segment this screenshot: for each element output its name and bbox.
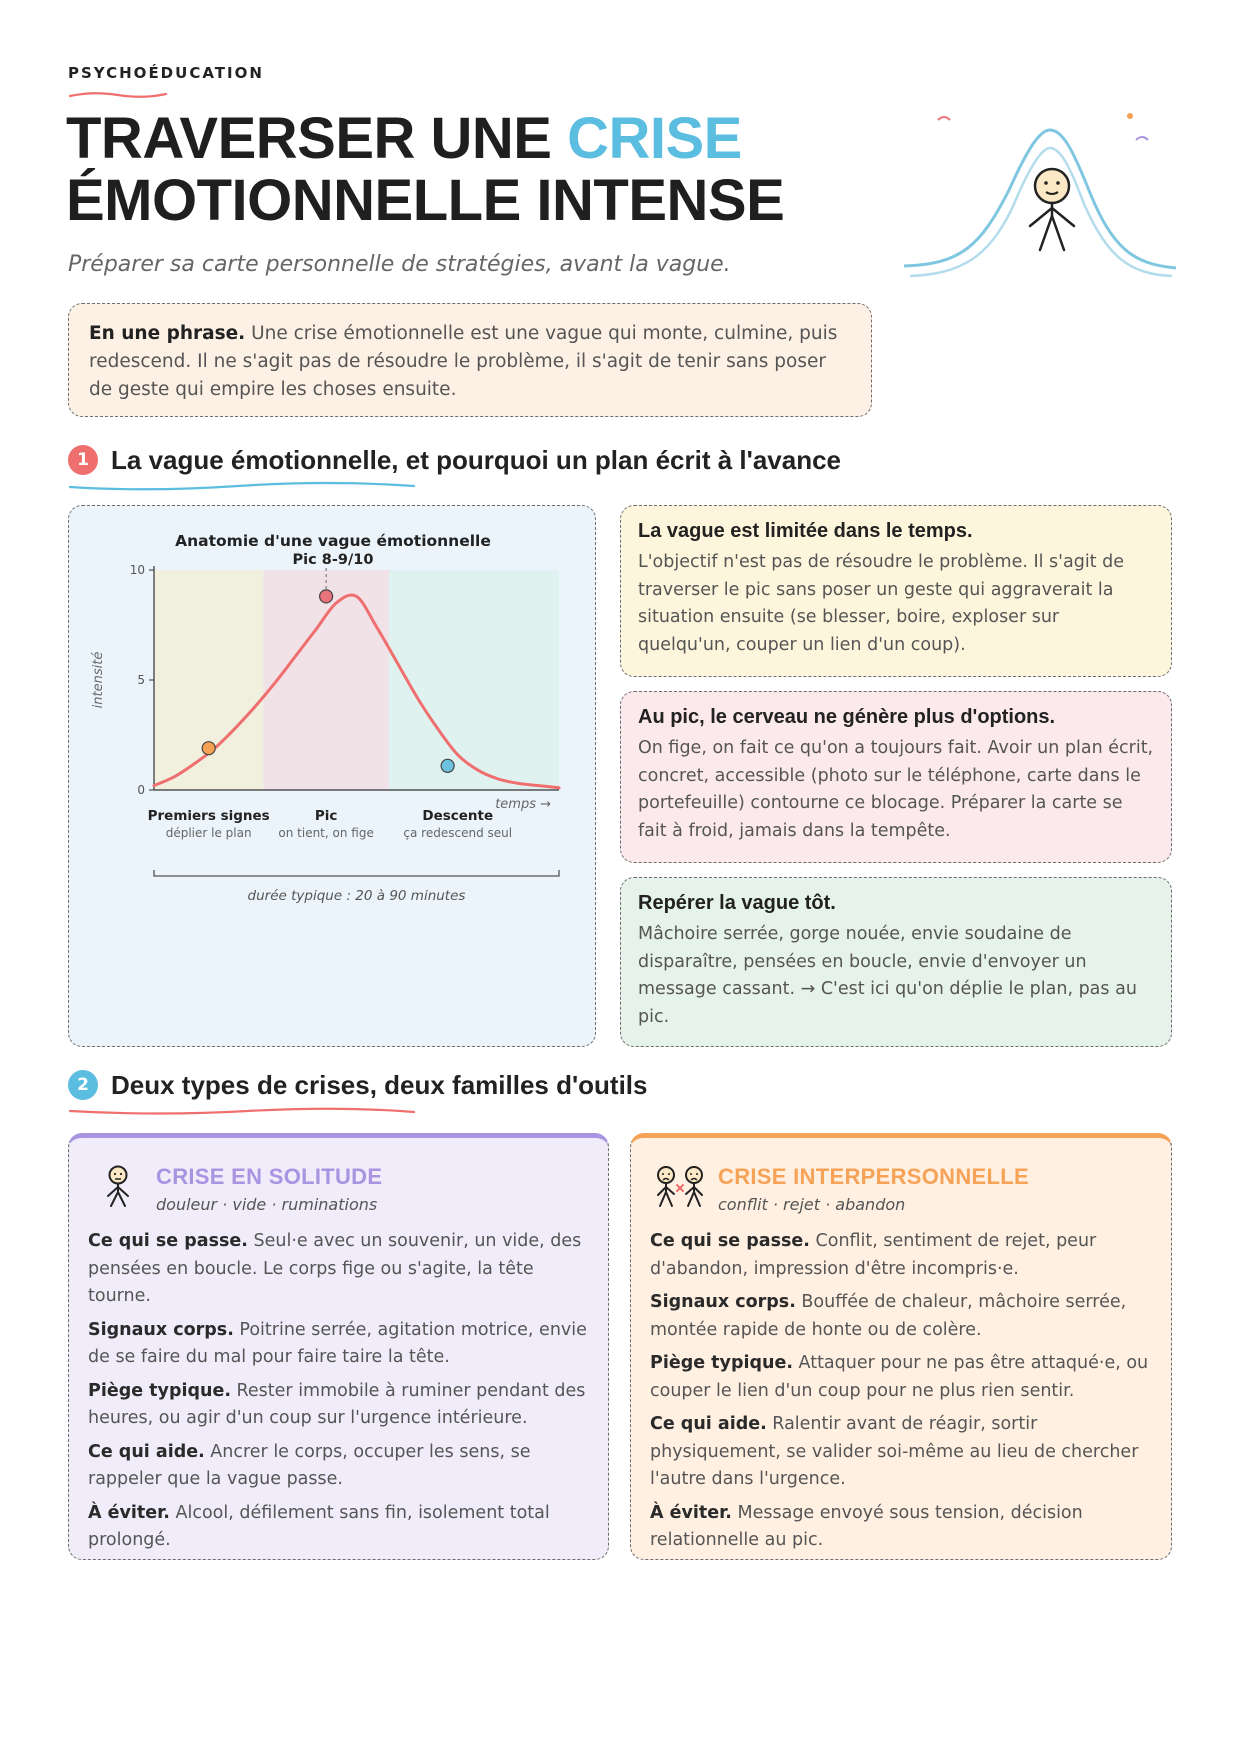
- phase-marker: [441, 759, 454, 772]
- crisis-item: [650, 1228, 1152, 1283]
- item-text: Bouffée de chaleur, mâchoire serrée, montée rapide de honte ou de colère.: [650, 1292, 1127, 1340]
- duration-bracket: [154, 870, 559, 876]
- solitary-person-icon: [98, 1164, 138, 1208]
- crisis-subtitle: conflit · rejet · abandon: [718, 1195, 906, 1214]
- section1-number: 1: [68, 445, 98, 475]
- phase-band: [154, 570, 263, 790]
- crisis-subtitle: douleur · vide · ruminations: [156, 1195, 378, 1214]
- phase-marker: [320, 590, 333, 603]
- item-label: Piège typique.: [88, 1380, 231, 1401]
- item-label: Signaux corps.: [88, 1319, 234, 1340]
- card-time-limited: [620, 505, 1172, 677]
- intro-label: En une phrase.: [89, 323, 246, 344]
- section2-number: 2: [68, 1070, 98, 1100]
- item-label: Ce qui aide.: [650, 1414, 767, 1434]
- crisis-item: [88, 1439, 589, 1494]
- card-title: Repérer la vague tôt.: [638, 892, 836, 914]
- crisis-item: [88, 1500, 589, 1555]
- chart-title: Anatomie d'une vague émotionnelle: [175, 532, 491, 550]
- item-label: Ce qui aide.: [88, 1441, 205, 1462]
- two-people-conflict-icon: [652, 1164, 708, 1208]
- crisis-item: [650, 1350, 1152, 1405]
- item-text: Ancrer le corps, occuper les sens, se rappeler que la vague passe.: [88, 1441, 531, 1489]
- item-text: Alcool, défilement sans fin, isolement total prolongé.: [88, 1502, 550, 1550]
- title-accent: CRISE: [567, 106, 742, 171]
- wave-chart: [69, 506, 594, 1046]
- phase-sublabel: déplier le plan: [165, 826, 252, 840]
- chart-subtitle: Pic 8-9/10: [292, 552, 374, 568]
- item-text: Conflit, sentiment de rejet, peur d'abandon, impression d'être incompris·e.: [650, 1231, 1097, 1279]
- card-text: L'objectif n'est pas de résoudre le problème. Il s'agit de traverser le pic sans poser un geste qui aggraverait la situation ensuite (se blesser, boire, exploser sur quelqu'un, couper un lien d'un coup).: [638, 552, 1124, 655]
- item-label: Ce qui se passe.: [88, 1231, 248, 1251]
- item-text: Message envoyé sous tension, décision relationnelle au pic.: [650, 1502, 1083, 1550]
- phase-sublabel: on tient, on fige: [278, 826, 374, 840]
- crisis-item: [88, 1378, 589, 1433]
- item-label: Signaux corps.: [650, 1292, 796, 1312]
- item-label: Piège typique.: [650, 1353, 793, 1373]
- phase-label: Pic: [314, 808, 338, 824]
- eyebrow: PSYCHOÉDUCATION: [68, 64, 264, 82]
- section2-underline: [68, 1106, 418, 1118]
- title-line1-start: TRAVERSER UNE: [66, 106, 568, 171]
- wave-figure-illustration: [900, 108, 1180, 288]
- item-text: Poitrine serrée, agitation motrice, envie de se faire du mal pour faire taire la tête.: [88, 1319, 587, 1367]
- item-text: Attaquer pour ne pas être attaqué·e, ou couper le lien d'un coup pour ne plus rien sentir.: [650, 1353, 1149, 1401]
- item-text: Rester immobile à ruminer pendant des heures, ou agir d'un coup sur l'urgence intérieure.: [88, 1380, 586, 1428]
- phase-marker: [202, 742, 215, 755]
- crisis-interpersonal-card: [630, 1133, 1172, 1560]
- card-text: On fige, on fait ce qu'on a toujours fait. Avoir un plan écrit, concret, accessible (photo sur le téléphone, carte dans le portefeuille) contourne ce blocage. Préparer la carte se fait à froid, jamais dans la tempête.: [638, 738, 1154, 841]
- intro-text: Une crise émotionnelle est une vague qui monte, culmine, puis redescend. Il ne s'agit pas de résoudre le problème, il s'agit de tenir sans poser de geste qui empire les choses ensuite.: [89, 323, 838, 400]
- crisis-solitude-card: [68, 1133, 609, 1560]
- card-title: Au pic, le cerveau ne génère plus d'options.: [638, 706, 1056, 728]
- x-axis-label: temps →: [495, 797, 551, 812]
- item-label: À éviter.: [88, 1502, 170, 1523]
- crisis-item: [88, 1317, 589, 1372]
- phase-label: Premiers signes: [147, 808, 270, 824]
- phase-label: Descente: [422, 808, 494, 824]
- card-title: La vague est limitée dans le temps.: [638, 520, 973, 542]
- y-tick-label: 5: [137, 673, 145, 687]
- phase-band: [389, 570, 559, 790]
- item-label: Ce qui se passe.: [650, 1231, 810, 1251]
- crisis-item: [88, 1228, 589, 1311]
- subtitle: Préparer sa carte personnelle de stratégies, avant la vague.: [68, 252, 731, 277]
- chart-panel: [68, 505, 596, 1047]
- y-axis-label: intensité: [91, 651, 106, 709]
- y-tick-label: 10: [129, 563, 145, 577]
- item-label: À éviter.: [650, 1502, 732, 1523]
- duration-label: durée typique : 20 à 90 minutes: [247, 888, 466, 904]
- section1-title: La vague émotionnelle, et pourquoi un plan écrit à l'avance: [111, 445, 842, 475]
- item-text: Ralentir avant de réagir, sortir physiquement, se valider soi-même au lieu de chercher l'autre dans l'urgence.: [650, 1414, 1139, 1489]
- crisis-title: CRISE EN SOLITUDE: [156, 1164, 383, 1189]
- card-text: Mâchoire serrée, gorge nouée, envie soudaine de disparaître, pensées en boucle, envie d'envoyer un message cassant. → C'est ici qu'on déplie le plan, pas au pic.: [638, 924, 1137, 1027]
- card-early-detection: [620, 877, 1172, 1047]
- phase-sublabel: ça redescend seul: [403, 826, 513, 840]
- section1-underline: [68, 481, 418, 493]
- y-tick-label: 0: [137, 783, 145, 797]
- page-title: [66, 108, 784, 232]
- crisis-item: [650, 1289, 1152, 1344]
- crisis-item: [650, 1500, 1152, 1555]
- section2-title: Deux types de crises, deux familles d'outils: [111, 1070, 648, 1100]
- intro-box: [68, 303, 872, 417]
- card-peak-brain: [620, 691, 1172, 863]
- title-line2: ÉMOTIONNELLE INTENSE: [66, 168, 785, 233]
- crisis-item: [650, 1411, 1152, 1494]
- crisis-title: CRISE INTERPERSONNELLE: [718, 1164, 1029, 1189]
- item-text: Seul·e avec un souvenir, un vide, des pensées en boucle. Le corps fige ou s'agite, la tête tourne.: [88, 1231, 582, 1306]
- eyebrow-underline: [68, 90, 168, 100]
